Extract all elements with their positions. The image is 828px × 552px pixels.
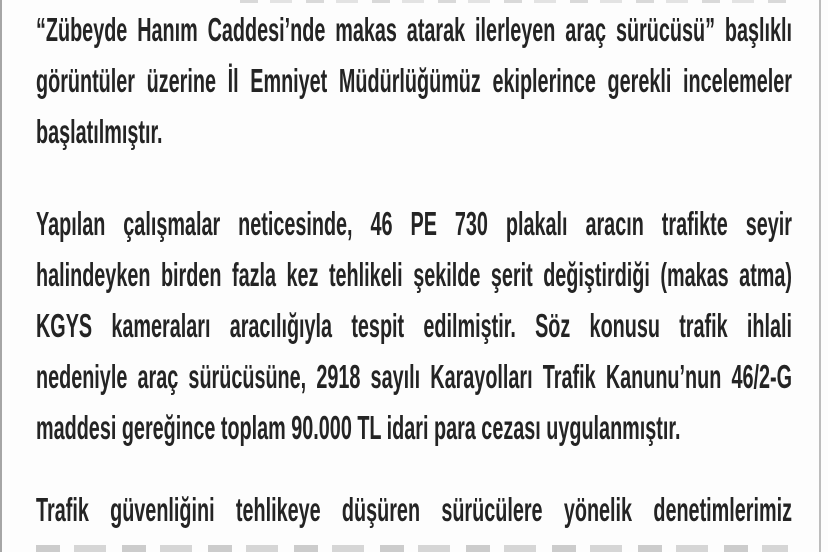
text-line: Yapılan çalışmalar neticesinde, 46 PE 730 plakalı aracın trafikte seyir: [36, 205, 792, 242]
paragraph-2: [36, 198, 792, 453]
text-line: halindeyken birden fazla kez tehlikeli şekilde şerit değiştirdiği (makas atma): [36, 256, 792, 293]
page-right-border: [819, 0, 821, 552]
page-left-border: [0, 0, 2, 552]
text-line: Trafik güvenliğini tehlikeye düşüren sürücülere yönelik denetimlerimiz: [36, 491, 792, 528]
clipped-text-bottom: [36, 545, 788, 552]
text-line: “Zübeyde Hanım Caddesi’nde makas atarak ilerleyen araç sürücüsü” başlıklı: [36, 11, 792, 48]
paragraph-1: [36, 4, 792, 157]
text-line: maddesi gereğince toplam 90.000 TL idari para cezası uygulanmıştır.: [36, 409, 681, 446]
text-line: KGYS kameraları aracılığıyla tespit edilmiştir. Söz konusu trafik ihlali: [36, 307, 792, 344]
text-line: nedeniyle araç sürücüsüne, 2918 sayılı Karayolları Trafik Kanunu’nun 46/2-G: [36, 358, 792, 395]
paragraph-3: [36, 484, 792, 535]
text-line: görüntüler üzerine İl Emniyet Müdürlüğümüz ekiplerince gerekli incelemeler: [36, 62, 792, 99]
clipped-text-top: [240, 0, 796, 3]
document-content: [36, 4, 792, 535]
text-line: başlatılmıştır.: [36, 113, 163, 150]
